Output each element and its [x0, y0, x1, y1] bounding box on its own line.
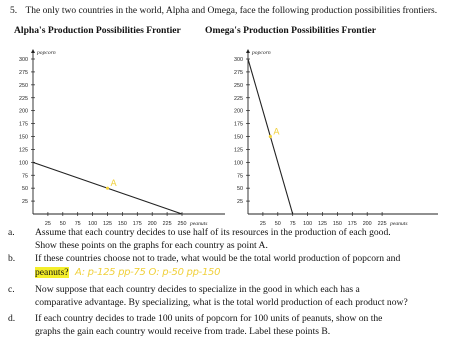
alpha-y-tick-label: 225: [19, 95, 28, 102]
alpha-y-axis-label: popcorn: [37, 50, 56, 56]
omega-x-tick-label: 200: [362, 221, 372, 227]
alpha-x-tick-label: 150: [117, 221, 127, 227]
question-a: [8, 226, 448, 254]
omega-y-tick-label: 100: [234, 160, 243, 167]
omega-x-tick-label: 75: [289, 221, 296, 227]
alpha-x-tick-label: 175: [132, 221, 142, 227]
omega-y-tick-label: 75: [237, 173, 243, 180]
question-number: 5.: [10, 6, 18, 16]
alpha-x-tick-label: 75: [74, 221, 81, 227]
alpha-point-a-marker: [106, 187, 109, 190]
alpha-x-tick-label: 50: [59, 221, 66, 227]
omega-y-tick-label: 225: [234, 95, 243, 102]
omega-y-tick-label: 150: [234, 134, 243, 141]
alpha-y-arrow: [31, 49, 35, 53]
omega-x-tick-label: 125: [318, 221, 327, 227]
alpha-x-tick-label: 200: [147, 221, 157, 227]
question-a-line-1: Assume that each country decides to use half of its resources in the production of each good.: [35, 227, 391, 238]
omega-x-tick-label: 100: [303, 221, 313, 227]
alpha-y-tick-label: 50: [22, 186, 28, 193]
alpha-y-tick-label: 100: [19, 160, 28, 167]
alpha-y-tick-label: 300: [19, 57, 28, 63]
alpha-x-tick-label: 225: [162, 221, 172, 227]
question-b: [8, 252, 448, 282]
alpha-y-tick-label: 75: [22, 173, 28, 180]
omega-x-tick-label: 25: [259, 221, 266, 227]
question-c-line-1: Now suppose that each country decides to specialize in the good in which each has a: [35, 284, 360, 295]
alpha-y-tick-label: 250: [19, 82, 28, 89]
omega-x-axis-label: peanuts: [390, 221, 408, 227]
omega-y-tick-label: 50: [237, 186, 243, 193]
omega-chart-title: Omega's Production Possibilities Frontier: [205, 25, 376, 36]
omega-x-tick-label: 225: [377, 221, 387, 227]
omega-y-arrow: [246, 49, 250, 53]
question-d-line-2: graphs the gain each country would receive from trade. Label these points B.: [35, 326, 331, 337]
question-b-line-2: [35, 266, 220, 280]
question-b-line-1: [35, 252, 400, 266]
question-c-line-2: comparative advantage. By specializing, what is the total world production of each product now?: [35, 297, 408, 308]
omega-x-tick-label: 50: [274, 221, 281, 227]
question-d: [8, 312, 448, 340]
alpha-y-tick-label: 175: [19, 121, 28, 128]
alpha-y-tick-label: 125: [19, 147, 28, 154]
omega-point-a-label: A: [273, 127, 280, 138]
alpha-x-tick-label: 250: [177, 221, 187, 227]
omega-y-axis-label: popcorn: [252, 50, 271, 56]
alpha-y-tick-label: 25: [22, 199, 28, 206]
alpha-y-tick-label: 275: [19, 69, 28, 76]
alpha-x-tick-label: 100: [88, 221, 98, 227]
alpha-x-tick-label: 25: [44, 221, 51, 227]
omega-x-tick-label: 175: [347, 221, 357, 227]
question-a-line-2: Show these points on the graphs for each country as point A.: [35, 240, 268, 251]
handwritten-answer-b: A: p-125 pp-75 O: p-50 pp-150: [74, 267, 221, 278]
alpha-x-tick-label: 125: [103, 221, 112, 227]
question-c: [8, 283, 448, 311]
omega-y-tick-label: 300: [234, 57, 243, 63]
question-text: The only two countries in the world, Alpha and Omega, face the following production possibilities frontiers.: [25, 6, 438, 16]
omega-y-tick-label: 250: [234, 82, 243, 89]
alpha-point-a-label: A: [110, 179, 117, 190]
alpha-y-tick-label: 200: [19, 108, 28, 115]
omega-y-tick-label: 25: [237, 199, 243, 206]
omega-y-tick-label: 200: [234, 108, 243, 115]
omega-y-tick-label: 275: [234, 69, 243, 76]
question-c-label: c.: [8, 284, 15, 295]
alpha-y-tick-label: 150: [19, 134, 28, 141]
question-b-label: b.: [8, 253, 16, 264]
omega-y-tick-label: 175: [234, 121, 243, 128]
alpha-x-axis-label: peanuts: [190, 221, 208, 227]
omega-point-a-marker: [269, 135, 272, 138]
omega-x-tick-label: 150: [332, 221, 342, 227]
question-d-line-1: If each country decides to trade 100 units of popcorn for 100 units of peanuts, show on the: [35, 313, 383, 324]
question-b-text: If these countries choose not to trade, what would be the total world production of popcorn and: [35, 253, 401, 264]
question-a-label: a.: [8, 227, 15, 238]
question-d-label: d.: [8, 313, 16, 324]
question-b-text-2: peanuts?: [35, 267, 69, 278]
alpha-chart-title: Alpha's Production Possibilities Frontier: [14, 25, 181, 36]
omega-y-tick-label: 125: [234, 147, 243, 154]
